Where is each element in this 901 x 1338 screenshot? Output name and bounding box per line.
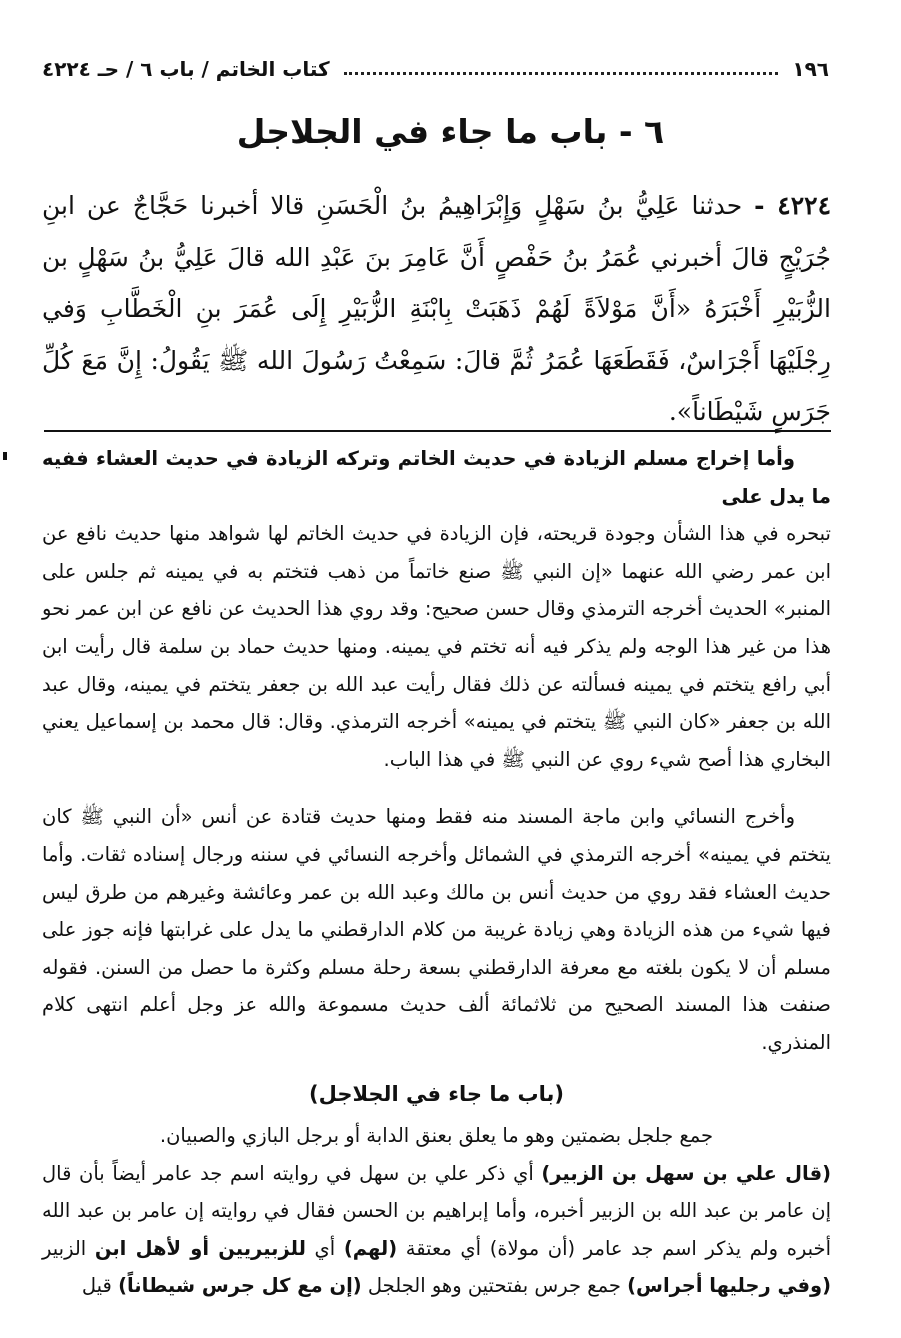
commentary-paragraph-3: (قال علي بن سهل بن الزبير) أي ذكر علي بن سهل في روايته اسم جد عامر أيضاً بأن قال إن عامر بن عبد الله بن الزبير أخبره، وأما إبراهيم بن الحسن فقال في روايته إن عامر بن عبد الله أخبره ولم يذكر اسم جد عامر (أن مولاة) أي معتقة (لهم) أي للزبيريين أو لأهل ابن الزبير (وفي رجليها أجراس) جمع جرس بفتحتين وهو الجلجل (إن مع كل جرس شيطاناً) قيل — [42, 1161, 832, 1298]
commentary-lead: وأما إخراج مسلم الزيادة في حديث الخاتم وتركه الزيادة في حديث العشاء ففيه ما يدل على — [42, 447, 831, 508]
commentary — [42, 440, 831, 1305]
hadith-body: حدثنا عَلِيُّ بنُ سَهْلٍ وَإِبْرَاهِيمُ بنُ الْحَسَنِ قالا أخبرنا حَجَّاجٌ عن ابنِ جُرَيْجٍ قالَ أخبرني عُمَرُ بنُ حَفْصٍ أَنَّ عَامِرَ بنَ عَبْدِ الله قالَ عَلِيُّ بنُ سَهْلٍ بن الزُّبَيْرِ أَخْبَرَهُ «أَنَّ مَوْلاَةً لَهُمْ ذَهَبَتْ بِابْنَةِ الزُّبَيْرِ إِلَى عُمَرَ بنِ الْخَطَّابِ وَفي رِجْلَيْهَا أَجْرَاسٌ، فَقَطَعَهَا عُمَرُ ثُمَّ قالَ: سَمِعْتُ رَسُولَ الله ﷺ يَقُولُ: إِنَّ مَعَ كُلِّ جَرَسٍ شَيْطَاناً». — [42, 191, 831, 426]
running-title: كتاب الخاتم / باب ٦ / حـ ٤٢٢٤ — [42, 57, 330, 81]
definition-line: جمع جلجل بضمتين وهو ما يعلق بعنق الدابة أو برجل البازي والصبيان. — [159, 1124, 714, 1148]
quote-lahum: (لهم) — [343, 1236, 398, 1260]
running-head — [42, 52, 829, 86]
quote-shaytan: (إن مع كل جرس شيطاناً) — [118, 1274, 362, 1298]
footnote-divider — [44, 430, 831, 432]
leader-dots — [344, 72, 779, 75]
margin-mark — [3, 452, 7, 460]
hadith-text — [42, 180, 831, 438]
quote-ajras: (وفي رجليها أجراس) — [627, 1274, 831, 1298]
page-number: ١٩٦ — [792, 57, 829, 81]
commentary-paragraph-1: تبحره في هذا الشأن وجودة قريحته، فإن الزيادة في حديث الخاتم لها شواهد منها حديث نافع عن ابن عمر رضي الله عنهما «إن النبي ﷺ صنع خاتماً من ذهب فتختم به في يمينه ثم جلس على المنبر» الحديث أخرجه الترمذي وقال حسن صحيح: وقد روي هذا الحديث عن نافع عن ابن عمر نحو هذا من غير هذا الوجه ولم يذكر فيه أنه تختم في يمينه. ومنها حديث حماد بن سلمة قال رأيت ابن أبي رافع يتختم في يمينه فسألته عن ذلك فقال رأيت عبد الله بن جعفر يتختم في يمينه، وقال عبد الله بن جعفر «كان النبي ﷺ يتختم في يمينه» أخرجه الترمذي. وقال: قال محمد بن إسماعيل يعني البخاري هذا أصح شيء روي عن النبي ﷺ في هذا الباب. — [42, 522, 831, 771]
chapter-title — [0, 112, 901, 151]
hadith-number: ٤٢٢٤ - — [754, 191, 831, 220]
quote-zubayriyyin: للزبيريين أو لأهل ابن — [94, 1236, 306, 1260]
chapter-name: ما جاء في الجلاجل — [236, 112, 538, 151]
commentary-paragraph-2: وأخرج النسائي وابن ماجة المسند منه فقط ومنها حديث قتادة عن أنس «أن النبي ﷺ كان يتختم في يمينه» أخرجه الترمذي في الشمائل وأخرجه النسائي في سننه ورجال إسناده ثقات. وأما حديث العشاء فقد روي من حديث أنس بن مالك وعبد الله بن عمر وعائشة وغيرهم من طرق ليس فيها شيء من هذه الزيادة وهي زيادة غريبة من كلام الدارقطني ما يدل على غرابتها فإنه جوز على مسلم أن لا يكون بلغته مع معرفة الدارقطني بسعة رحلة مسلم وكثرة ما حصل من السنن. فقوله صنفت هذا المسند الصحيح من ثلاثمائة ألف حديث مسموعة والله عز وجل أعلم انتهى كلام المنذري. — [42, 805, 831, 1054]
chapter-number: ٦ - — [618, 112, 665, 151]
chapter-keyword: باب — [549, 112, 608, 151]
quote-ali-ibn-sahl: (قال علي بن سهل بن الزبير) — [541, 1161, 832, 1185]
sub-heading: (باب ما جاء في الجلاجل) — [309, 1081, 564, 1106]
